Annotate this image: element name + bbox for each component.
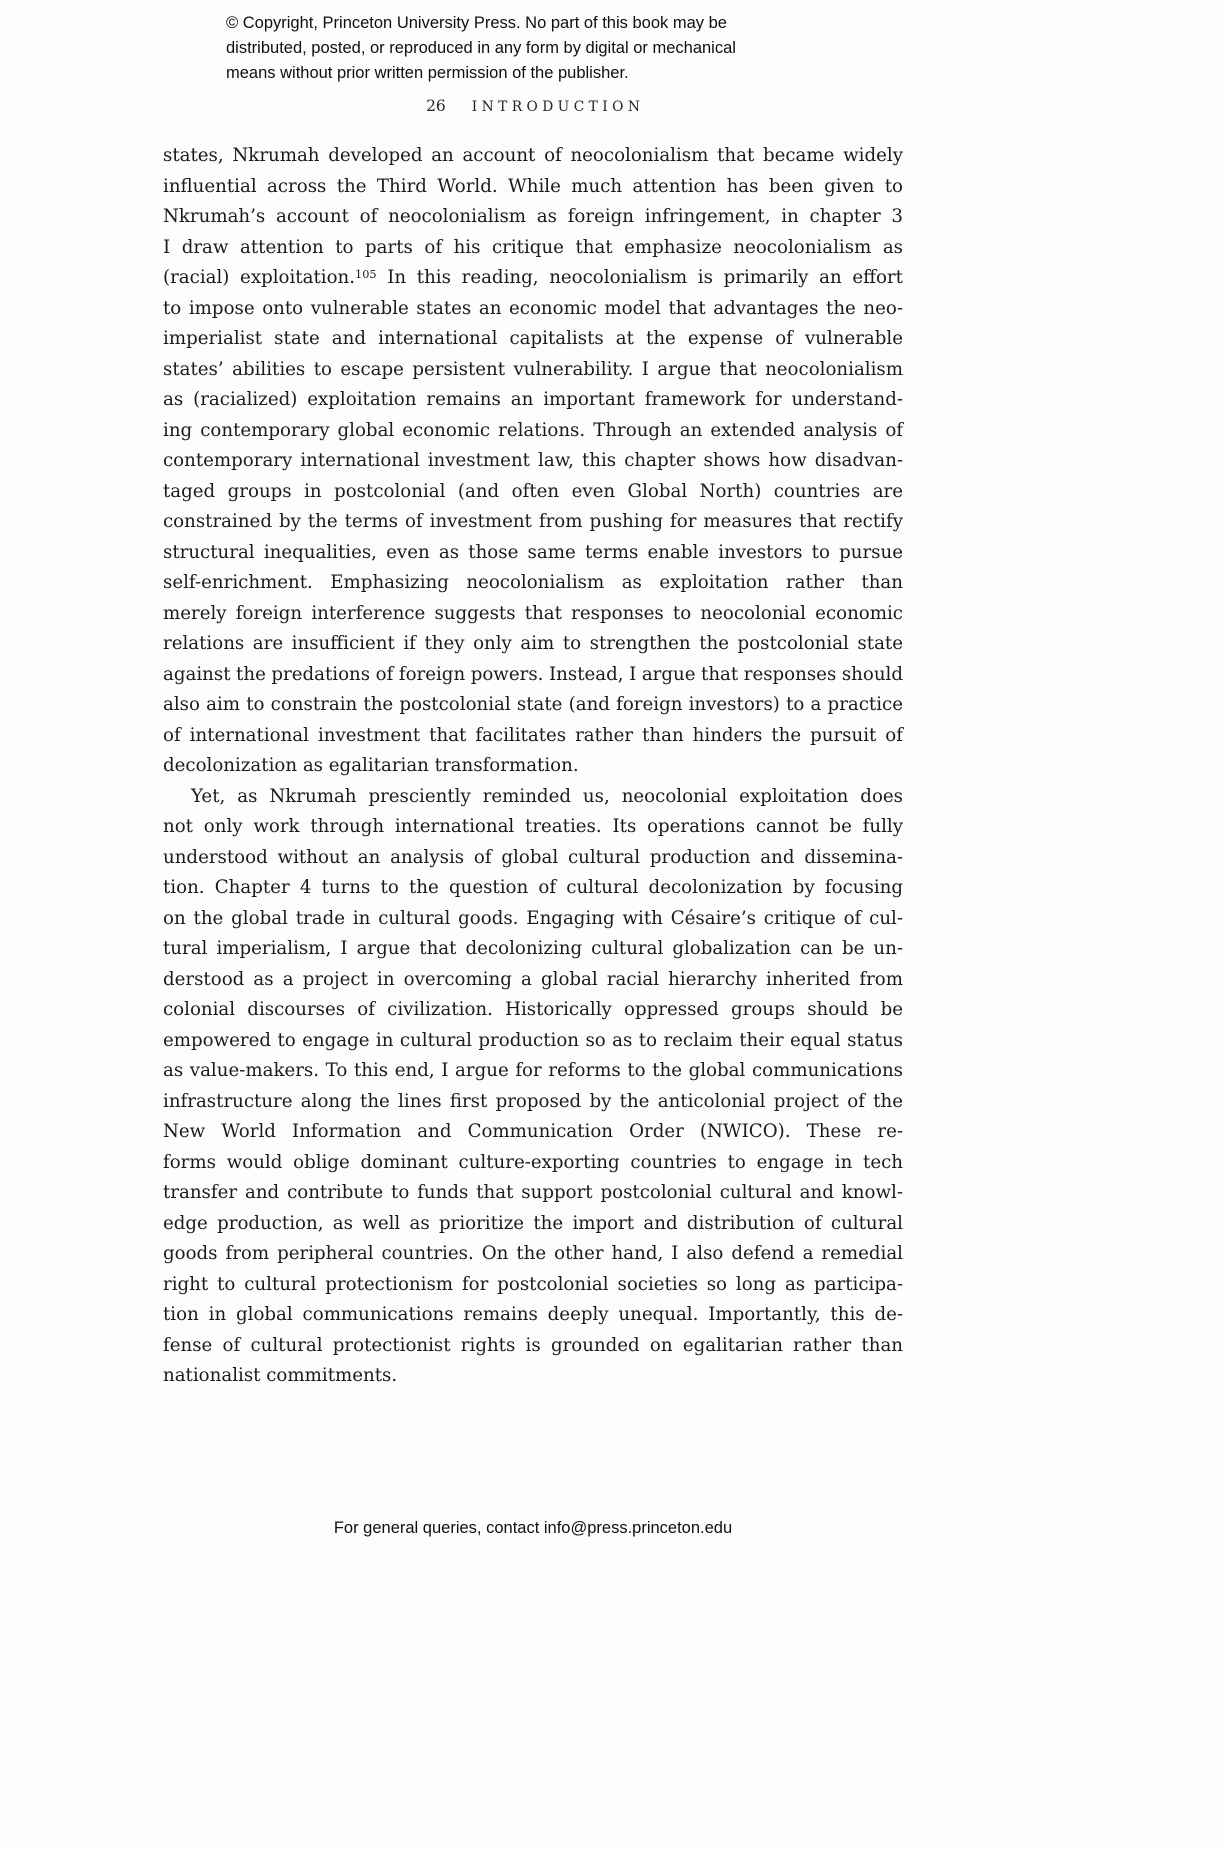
text-line-content: taged groups in postcolonial (and often even Global North) countries are — [163, 480, 903, 502]
text-line-content: states’ abilities to escape persistent vulnerability. I argue that neocolonialism — [163, 358, 903, 380]
text-line — [163, 385, 903, 416]
text-line-content: merely foreign interference suggests that responses to neocolonial economic — [163, 602, 903, 624]
text-line — [163, 1056, 903, 1087]
text-line-content: of international investment that facilitates rather than hinders the pursuit of — [163, 724, 903, 746]
text-line — [163, 1178, 903, 1209]
text-line — [163, 1026, 903, 1057]
text-line-content: structural inequalities, even as those same terms enable investors to pursue — [163, 541, 903, 563]
copyright-line: © Copyright, Princeton University Press. No part of this book may be — [226, 14, 727, 32]
text-line — [163, 599, 903, 630]
text-line — [163, 324, 903, 355]
text-line-content: as (racialized) exploitation remains an important framework for understand- — [163, 389, 903, 410]
text-line — [163, 1331, 903, 1362]
text-line — [163, 934, 903, 965]
text-line — [163, 843, 903, 874]
section-title: INTRODUCTION — [471, 99, 645, 115]
text-line-content: infrastructure along the lines first proposed by the anticolonial project of the — [163, 1090, 903, 1112]
text-line-content: constrained by the terms of investment from pushing for measures that rectify — [163, 511, 903, 532]
text-line-content: to impose onto vulnerable states an economic model that advantages the neo- — [163, 297, 903, 319]
text-line — [163, 141, 903, 172]
page-number: 26 — [426, 97, 446, 115]
text-line-content: fense of cultural protectionist rights is grounded on egalitarian rather than — [163, 1334, 903, 1356]
text-line — [163, 1087, 903, 1118]
text-line — [163, 782, 903, 813]
text-line — [163, 568, 903, 599]
text-line — [163, 172, 903, 203]
text-line-content: decolonization as egalitarian transformation. — [163, 755, 579, 776]
paragraph — [163, 782, 903, 1392]
running-head — [163, 97, 903, 115]
text-line — [163, 263, 903, 294]
text-line — [163, 538, 903, 569]
text-line-content: relations are insufficient if they only aim to strengthen the postcolonial state — [163, 633, 903, 654]
text-line — [163, 965, 903, 996]
text-line-content: imperialist state and international capitalists at the expense of vulnerable — [163, 328, 903, 349]
text-line — [163, 690, 903, 721]
text-line-content: on the global trade in cultural goods. Engaging with Césaire’s critique of cul- — [163, 907, 903, 929]
text-line-content: Yet, as Nkrumah presciently reminded us, neocolonial exploitation does — [191, 785, 903, 807]
text-line — [163, 629, 903, 660]
text-line — [163, 1117, 903, 1148]
paragraph — [163, 141, 903, 782]
text-line — [163, 995, 903, 1026]
text-line-content: understood without an analysis of global cultural production and dissemina- — [163, 846, 903, 868]
footer-query-note — [163, 1519, 903, 1538]
copyright-notice — [226, 11, 736, 86]
text-line-content: self-enrichment. Emphasizing neocolonialism as exploitation rather than — [163, 572, 903, 593]
text-line — [163, 477, 903, 508]
text-line-content: edge production, as well as prioritize the import and distribution of cultural — [163, 1212, 903, 1234]
text-line-content: influential across the Third World. While much attention has been given to — [163, 175, 903, 197]
text-line — [163, 233, 903, 264]
text-line — [163, 1209, 903, 1240]
text-line-content: as value-makers. To this end, I argue for reforms to the global communications — [163, 1060, 903, 1081]
text-line — [163, 660, 903, 691]
text-line — [163, 355, 903, 386]
text-line — [163, 1361, 903, 1392]
text-line-content: tion. Chapter 4 turns to the question of cultural decolonization by focusing — [163, 877, 903, 898]
text-line-content: right to cultural protectionism for postcolonial societies so long as participa- — [163, 1273, 903, 1295]
text-line-content: forms would oblige dominant culture-exporting countries to engage in tech — [163, 1151, 903, 1173]
text-line-content: New World Information and Communication Order (NWICO). These re- — [163, 1121, 903, 1142]
text-line — [163, 873, 903, 904]
text-line-content: tion in global communications remains deeply unequal. Importantly, this de- — [163, 1304, 903, 1325]
contact-email: info@press.princeton.edu — [543, 1519, 733, 1537]
text-line-content: contemporary international investment law, this chapter shows how disadvan- — [163, 450, 903, 471]
text-line — [163, 812, 903, 843]
text-line — [163, 507, 903, 538]
text-line-content: tural imperialism, I argue that decolonizing cultural globalization can be un- — [163, 938, 903, 959]
text-line-content: transfer and contribute to funds that support postcolonial cultural and knowl- — [163, 1182, 903, 1203]
copyright-line: distributed, posted, or reproduced in any form by digital or mechanical — [226, 39, 736, 57]
text-line-content: I draw attention to parts of his critique that emphasize neocolonialism as — [163, 236, 903, 258]
text-line — [163, 294, 903, 325]
text-line — [163, 1148, 903, 1179]
text-line-content: Nkrumah’s account of neocolonialism as foreign infringement, in chapter 3 — [163, 206, 903, 227]
text-line-content: states, Nkrumah developed an account of neocolonialism that became widely — [163, 145, 903, 166]
text-line — [163, 904, 903, 935]
text-line — [163, 416, 903, 447]
text-line-content: nationalist commitments. — [163, 1365, 398, 1386]
body-text — [163, 141, 903, 1392]
footnote-marker: 105 — [355, 267, 377, 281]
text-line-content: ing contemporary global economic relations. Through an extended analysis of — [163, 419, 903, 441]
text-line — [163, 721, 903, 752]
text-line-content: derstood as a project in overcoming a global racial hierarchy inherited from — [163, 968, 903, 990]
text-line-content: empowered to engage in cultural production so as to reclaim their equal status — [163, 1029, 903, 1051]
copyright-line: means without prior written permission of the publisher. — [226, 64, 629, 82]
text-line-content: goods from peripheral countries. On the other hand, I also defend a remedial — [163, 1243, 903, 1264]
text-line-content: colonial discourses of civilization. Historically oppressed groups should be — [163, 999, 903, 1020]
text-line — [163, 751, 903, 782]
text-line-content: not only work through international treaties. Its operations cannot be fully — [163, 816, 903, 837]
footer-text: For general queries, contact — [333, 1519, 544, 1537]
text-line — [163, 1270, 903, 1301]
text-line — [163, 1300, 903, 1331]
text-line-content: against the predations of foreign powers. Instead, I argue that responses should — [163, 663, 903, 685]
text-line — [163, 446, 903, 477]
text-line-content: (racial) exploitation.$^{105}$ In this reading, neocolonialism is primarily an effort — [163, 267, 903, 288]
text-line-content: also aim to constrain the postcolonial state (and foreign investors) to a practice — [163, 694, 903, 715]
text-line — [163, 1239, 903, 1270]
text-line — [163, 202, 903, 233]
